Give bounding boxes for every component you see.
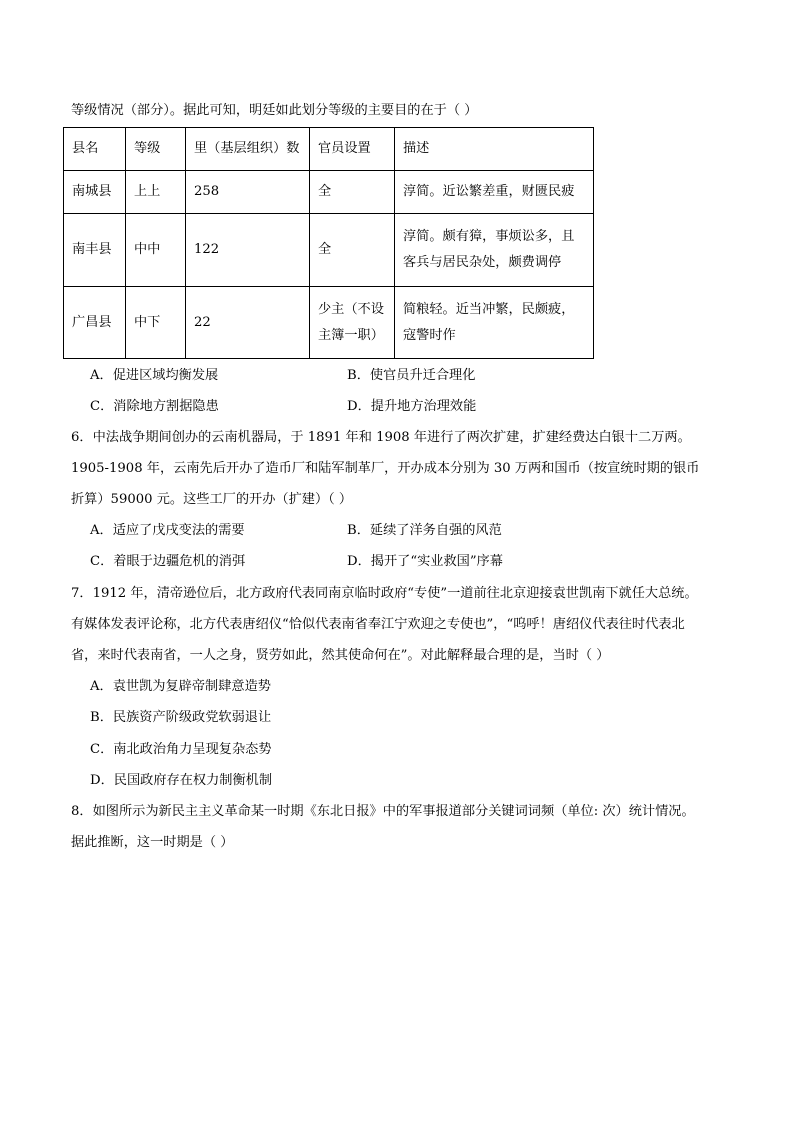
q7-option-d[interactable]: D．民国政府存在权力制衡机制 (90, 773, 273, 788)
q6-option-c[interactable]: C．着眼于边疆危机的消弭 (90, 554, 246, 569)
officials-line: 少主（不设 (318, 301, 384, 317)
q7-stem-line: 有媒体发表评论称，北方代表唐绍仪“恰似代表南省奉江宁欢迎之专使也”，“呜呼！唐绍仪代表往时代表北 (71, 617, 685, 632)
officials-cell (310, 287, 395, 359)
q6-stem-line: 折算）59000 元。这些工厂的开办（扩建）（ ） (71, 492, 353, 507)
li-count-cell: 258 (186, 171, 310, 214)
q5-option-a[interactable]: A．促进区域均衡发展 (90, 368, 219, 383)
table-header-cell: 描述 (395, 128, 594, 171)
table-header-row (64, 128, 594, 171)
officials-line: 主簿一职） (318, 327, 384, 343)
q7-option-c[interactable]: C．南北政治角力呈现复杂态势 (90, 742, 272, 757)
q6-option-d[interactable]: D．揭开了“实业救国”序幕 (347, 554, 503, 569)
table-header-cell: 县名 (64, 128, 126, 171)
officials-cell: 全 (310, 214, 395, 287)
grade-cell: 上上 (126, 171, 186, 214)
q7-option-b[interactable]: B．民族资产阶级政党软弱退让 (90, 710, 272, 725)
table-header-cell: 官员设置 (310, 128, 395, 171)
q5-option-b[interactable]: B．使官员升迁合理化 (347, 368, 476, 383)
description-cell: 淳简。近讼繁差重，财匮民疲 (395, 171, 594, 214)
description-line: 客兵与居民杂处，颇费调停 (403, 255, 562, 270)
q6-stem-line: 1905-1908 年，云南先后开办了造币厂和陆军制革厂，开办成本分别为 30 万两和国币（按宣统时期的银币 (71, 461, 700, 476)
table-header-cell: 里（基层组织）数 (186, 128, 310, 171)
table-row (64, 287, 594, 359)
q6-stem-line: 6．中法战争期间创办的云南机器局，于 1891 年和 1908 年进行了两次扩建，扩建经费达白银十二万两。 (71, 430, 691, 445)
q5-option-d[interactable]: D．提升地方治理效能 (347, 399, 477, 414)
li-count-cell: 122 (186, 214, 310, 287)
q6-option-a[interactable]: A．适应了戊戌变法的需要 (90, 523, 245, 538)
q8-stem-line: 据此推断，这一时期是（ ） (71, 835, 234, 850)
li-count-cell: 22 (186, 287, 310, 359)
q6-option-b[interactable]: B．延续了洋务自强的风范 (347, 523, 502, 538)
q7-option-a[interactable]: A．袁世凯为复辟帝制肆意造势 (90, 679, 271, 694)
q5-option-c[interactable]: C．消除地方割据隐患 (90, 399, 219, 414)
description-cell (395, 287, 594, 359)
description-line: 寇警时作 (403, 327, 456, 343)
description-cell (395, 214, 594, 287)
grade-cell: 中下 (126, 287, 186, 359)
table-row (64, 214, 594, 287)
q8-stem-line: 8．如图所示为新民主主义革命某一时期《东北日报》中的军事报道部分关键词词频（单位: 次）统计情况。 (71, 804, 695, 819)
officials-cell: 全 (310, 171, 395, 214)
q7-stem-line: 7．1912 年，清帝逊位后，北方政府代表同南京临时政府“专使”一道前往北京迎接袁世凯南下就任大总统。 (71, 586, 698, 601)
county-cell: 广昌县 (64, 287, 126, 359)
table-header-cell: 等级 (126, 128, 186, 171)
q7-stem-line: 省，来时代表南省，一人之身，贤劳如此，然其使命何在”。对此解释最合理的是，当时（ ） (71, 648, 610, 663)
q5-stem: 等级情况（部分）。据此可知，明廷如此划分等级的主要目的在于（ ） (71, 103, 478, 118)
county-cell: 南城县 (64, 171, 126, 214)
grade-cell: 中中 (126, 214, 186, 287)
description-line: 简粮轻。近当冲繁，民颇疲， (403, 301, 575, 317)
description-line: 淳简。颇有獐，事烦讼多，且 (403, 229, 575, 244)
county-cell: 南丰县 (64, 214, 126, 287)
table-row (64, 171, 594, 214)
county-grade-table (63, 127, 594, 359)
